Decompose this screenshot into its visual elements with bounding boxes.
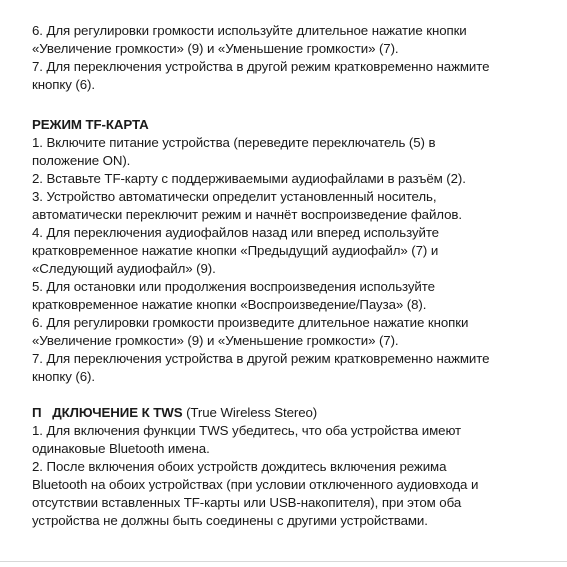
page-bottom-divider — [0, 561, 567, 562]
section-heading-tws — [32, 404, 317, 422]
text-line: кратковременное нажатие кнопки «Предыдущий аудиофайл» (7) и — [32, 243, 439, 258]
text-line: 5. Для остановки или продолжения воспроизведения используйте — [32, 279, 435, 294]
text-line: 7. Для переключения устройства в другой режим кратковременно нажмите — [32, 59, 490, 74]
section-heading-tf-card: РЕЖИМ TF-КАРТА — [32, 117, 149, 132]
text-line: 1. Включите питание устройства (переведите переключатель (5) в — [32, 135, 436, 150]
text-line: одинаковые Bluetooth имена. — [32, 441, 210, 456]
text-line: автоматически переключит режим и начнёт воспроизведение файлов. — [32, 207, 462, 222]
section-heading-tws-subtitle: (True Wireless Stereo) — [182, 405, 318, 420]
text-line: 4. Для переключения аудиофайлов назад или вперед используйте — [32, 225, 439, 240]
section-heading-tws-bold: П ДКЛЮЧЕНИЕ К TWS — [32, 405, 183, 420]
text-line: «Увеличение громкости» (9) и «Уменьшение громкости» (7). — [32, 333, 399, 348]
text-line: «Следующий аудиофайл» (9). — [32, 261, 216, 276]
text-line: 1. Для включения функции TWS убедитесь, что оба устройства имеют — [32, 423, 462, 438]
text-line: 2. После включения обоих устройств дождитесь включения режима — [32, 459, 447, 474]
text-line: отсутствии вставленных TF-карты или USB-накопителя), при этом оба — [32, 495, 462, 510]
text-line: 6. Для регулировки громкости используйте длительное нажатие кнопки — [32, 23, 467, 38]
text-line: положение ON). — [32, 153, 131, 168]
text-line: 6. Для регулировки громкости произведите длительное нажатие кнопки — [32, 315, 469, 330]
text-line: кнопку (6). — [32, 77, 95, 92]
text-line: 3. Устройство автоматически определит установленный носитель, — [32, 189, 437, 204]
text-line: кратковременное нажатие кнопки «Воспроизведение/Пауза» (8). — [32, 297, 427, 312]
text-line: устройства не должны быть соединены с другими устройствами. — [32, 513, 428, 528]
text-line: 7. Для переключения устройства в другой режим кратковременно нажмите — [32, 351, 490, 366]
text-line: 2. Вставьте TF-карту с поддерживаемыми аудиофайлами в разъём (2). — [32, 171, 466, 186]
text-line: «Увеличение громкости» (9) и «Уменьшение громкости» (7). — [32, 41, 399, 56]
text-line: кнопку (6). — [32, 369, 95, 384]
text-line: Bluetooth на обоих устройствах (при условии отключенного аудиовхода и — [32, 477, 479, 492]
